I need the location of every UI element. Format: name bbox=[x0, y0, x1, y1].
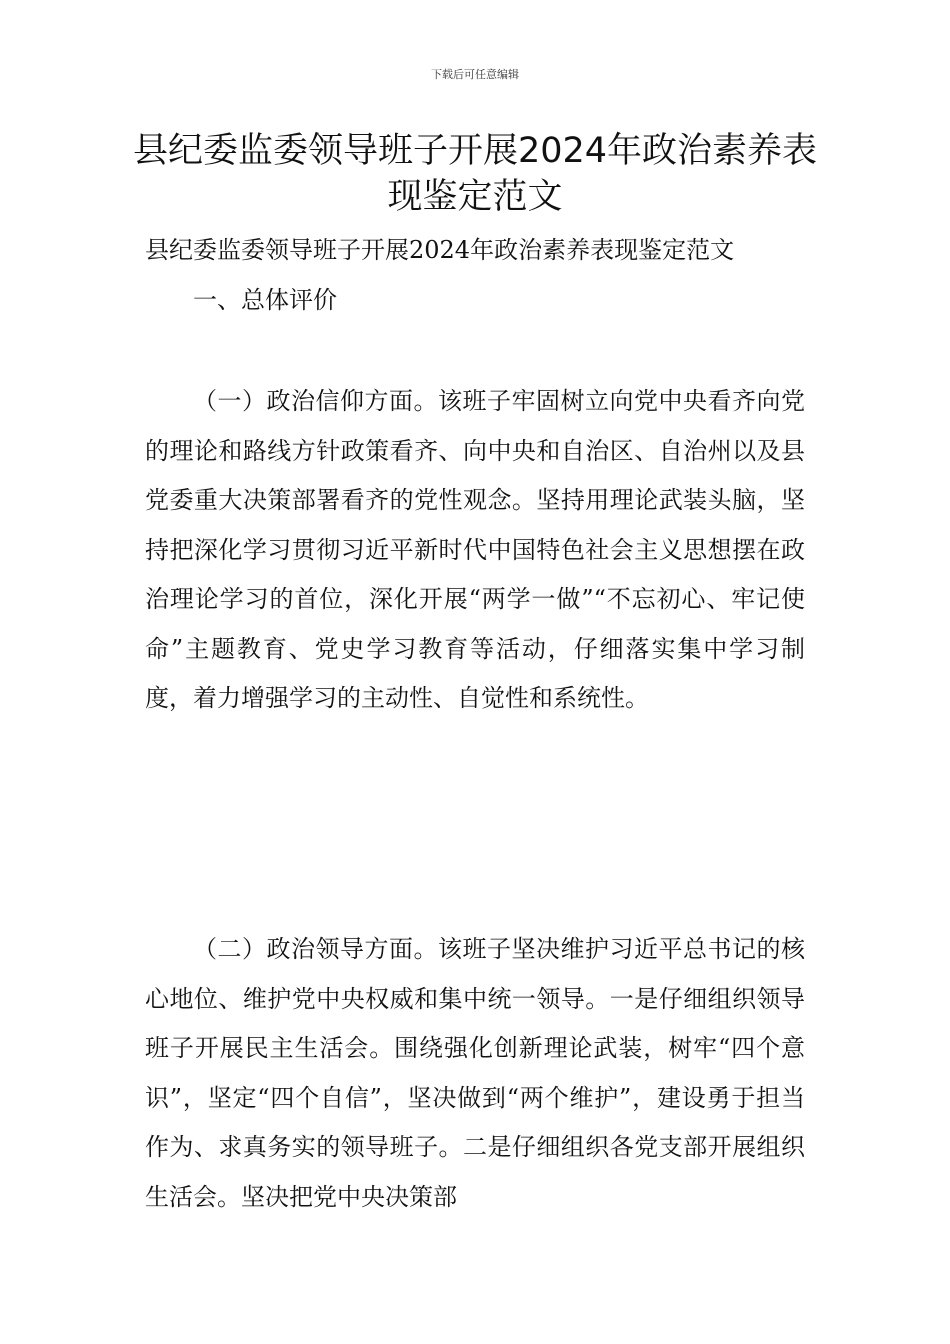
document-title: 县纪委监委领导班子开展2024年政治素养表现鉴定范文 bbox=[132, 131, 818, 217]
paragraph-political-belief: （一）政治信仰方面。该班子牢固树立向党中央看齐向党的理论和路线方针政策看齐、向中央和自治区、自治州以及县党委重大决策部署看齐的党性观念。坚持用理论武装头脑，坚持把深化学习贯彻习近平新时代中国特色社会主义思想摆在政治理论学习的首位，深化开展“两学一做”“不忘初心、牢记使命”主题教育、党史学习教育等活动，仔细落实集中学习制度，着力增强学习的主动性、自觉性和系统性。 bbox=[145, 387, 805, 712]
header-note: 下载后可任意编辑 bbox=[431, 68, 519, 81]
section-heading: 一、总体评价 bbox=[193, 286, 337, 314]
document-subtitle: 县纪委监委领导班子开展2024年政治素养表现鉴定范文 bbox=[145, 236, 735, 264]
paragraph-political-leadership: （二）政治领导方面。该班子坚决维护习近平总书记的核心地位、维护党中央权威和集中统一领导。一是仔细组织领导班子开展民主生活会。围绕强化创新理论武装，树牢“四个意识”，坚定“四个自信”，坚决做到“两个维护”，建设勇于担当作为、求真务实的领导班子。二是仔细组织各党支部开展组织生活会。坚决把党中央决策部 bbox=[145, 935, 805, 1211]
